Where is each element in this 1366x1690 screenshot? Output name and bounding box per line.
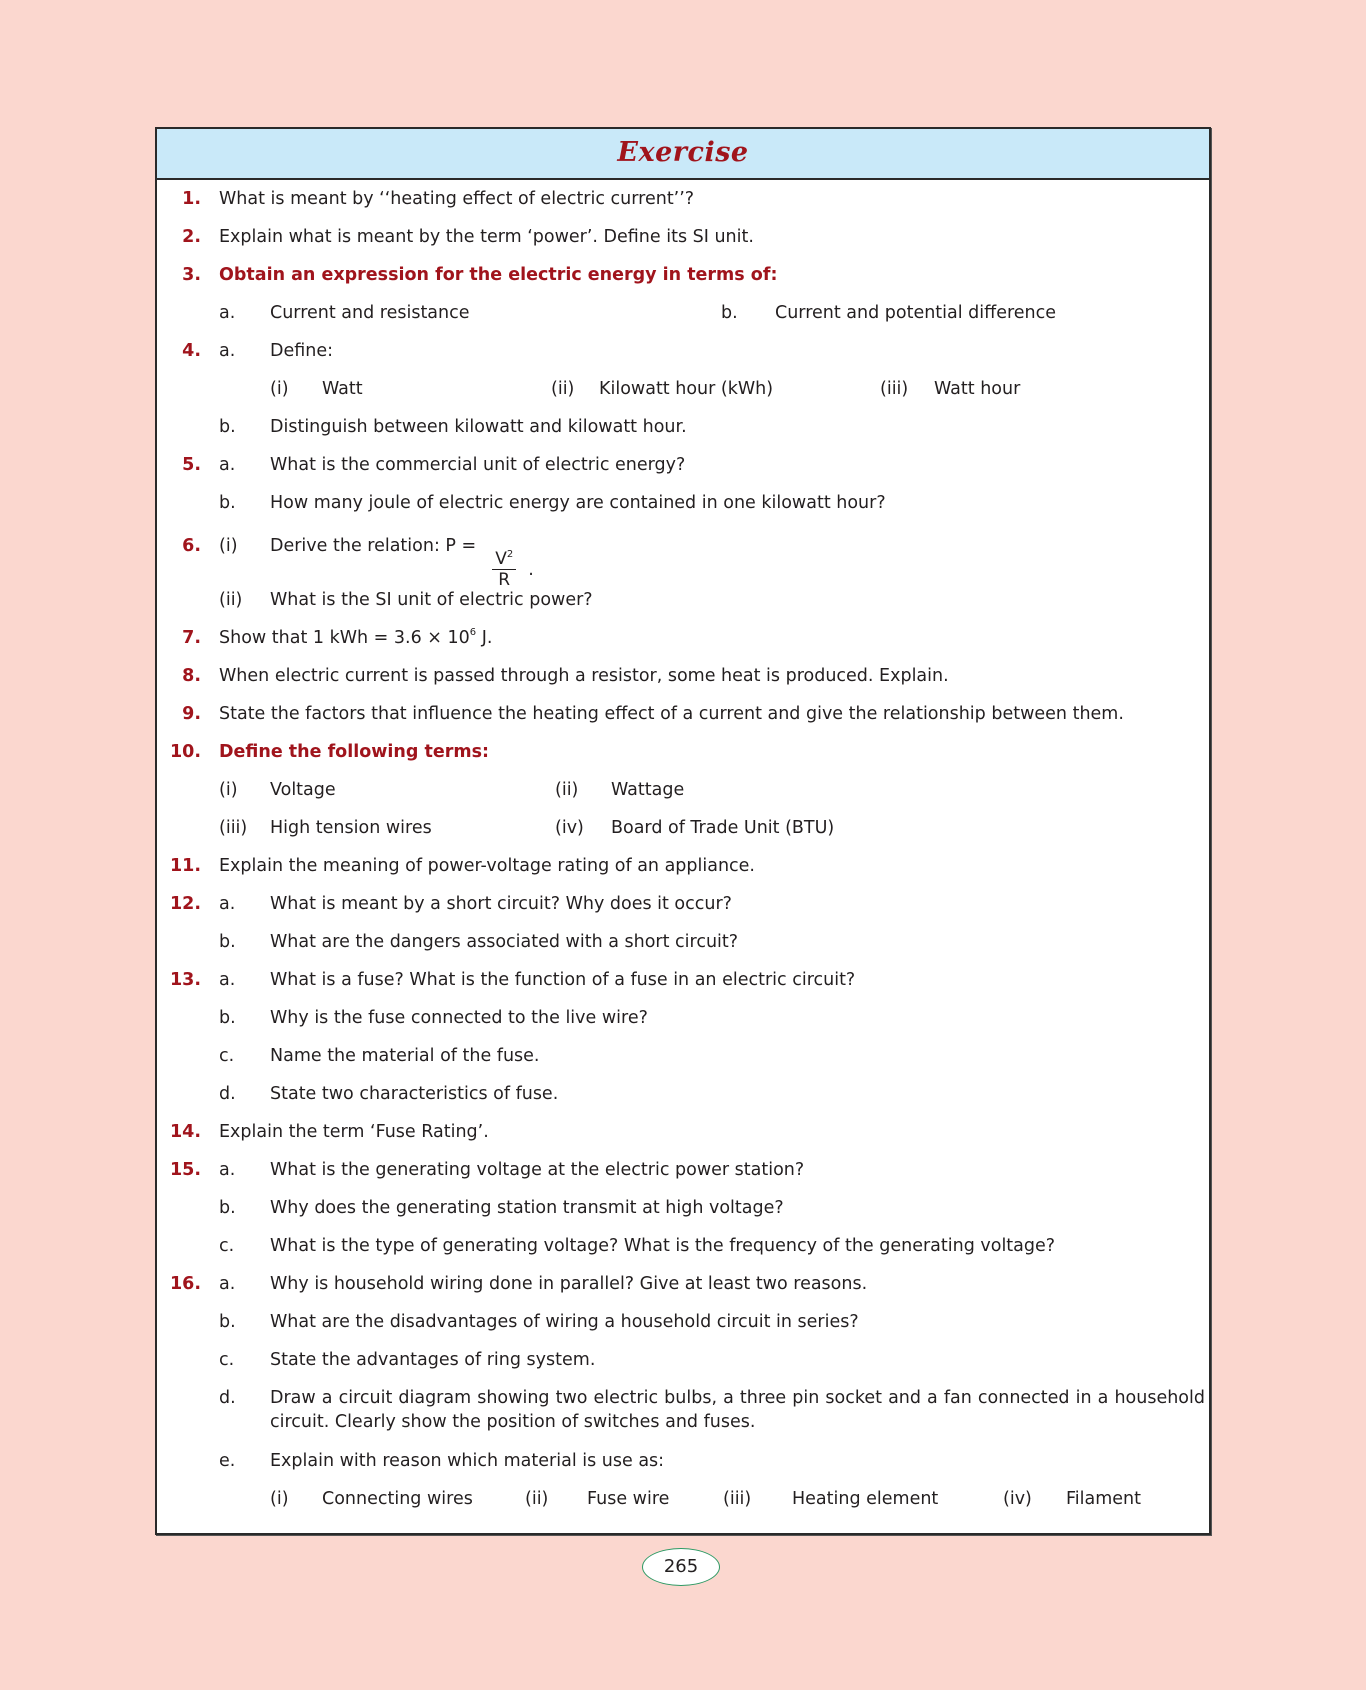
item-text — [219, 733, 489, 771]
item-text-content: Name the material of the fuse. — [270, 1046, 540, 1066]
item-text — [270, 408, 687, 446]
question-row — [157, 657, 1209, 695]
question-row — [157, 1442, 1209, 1480]
question-number: 13. — [169, 970, 201, 990]
question-number: 1. — [182, 189, 201, 209]
item-text — [270, 581, 593, 619]
item-text-content: Wattage — [611, 780, 685, 800]
item-text — [270, 1265, 867, 1303]
item-text-content: Voltage — [270, 780, 336, 800]
question-row — [157, 733, 1209, 771]
question-number: 10. — [169, 742, 201, 762]
item-text-content: Current and resistance — [270, 303, 470, 323]
question-row — [157, 847, 1209, 885]
item-text-content: Why is household wiring done in parallel? Give at least two reasons. — [270, 1274, 868, 1294]
item-text-content: Obtain an expression for the electric energy in terms of: — [219, 265, 778, 285]
item-label: b. — [219, 417, 236, 437]
item-label: d. — [219, 1388, 236, 1408]
question-number: 16. — [169, 1274, 201, 1294]
item-text-content: What is the generating voltage at the electric power station? — [270, 1160, 805, 1180]
item-label: a. — [219, 1274, 236, 1294]
item-text — [322, 1480, 473, 1518]
item-label: b. — [219, 1312, 236, 1332]
item-text — [270, 809, 432, 847]
item-text — [611, 771, 684, 809]
item-label: e. — [219, 1451, 236, 1471]
item-label: b. — [721, 303, 738, 323]
item-label: a. — [219, 303, 236, 323]
question-number: 8. — [182, 666, 201, 686]
question-row — [157, 408, 1209, 446]
question-number: 14. — [169, 1122, 201, 1142]
item-text — [219, 1113, 489, 1151]
question-row — [157, 180, 1209, 218]
fraction-numerator — [492, 549, 516, 570]
question-number: 5. — [182, 455, 201, 475]
item-text-content: What are the dangers associated with a short circuit? — [270, 932, 739, 952]
item-text — [219, 218, 754, 256]
item-text-content: Why does the generating station transmit at high voltage? — [270, 1198, 784, 1218]
item-label: c. — [219, 1046, 235, 1066]
question-row — [157, 256, 1209, 294]
text-tail: J. — [476, 628, 493, 648]
item-label: a. — [219, 455, 236, 475]
item-text — [270, 1037, 540, 1075]
item-text — [270, 1303, 859, 1341]
question-row — [157, 619, 1209, 657]
item-text-content: Show that 1 kWh = 3.6 × 10 — [219, 628, 470, 648]
question-number: 6. — [182, 536, 201, 556]
item-label: a. — [219, 341, 236, 361]
question-row — [157, 1151, 1209, 1189]
item-label: a. — [219, 970, 236, 990]
question-number: 9. — [182, 704, 201, 724]
item-text — [219, 180, 694, 218]
item-text-content: Explain what is meant by the term ‘power’. Define its SI unit. — [219, 227, 754, 247]
item-label: c. — [219, 1236, 235, 1256]
item-label: (iv) — [555, 818, 584, 838]
item-text-content: Why is the fuse connected to the live wire? — [270, 1008, 648, 1028]
question-number: 15. — [169, 1160, 201, 1180]
question-row — [157, 1037, 1209, 1075]
item-text-content: Connecting wires — [322, 1489, 473, 1509]
item-text — [270, 1227, 1055, 1265]
item-text — [270, 332, 333, 370]
question-number: 11. — [169, 856, 201, 876]
question-row — [157, 218, 1209, 256]
item-text — [270, 1386, 1205, 1434]
item-text-content: What is meant by ‘‘heating effect of electric current’’? — [219, 189, 695, 209]
question-row — [157, 1341, 1209, 1379]
exercise-title: Exercise — [617, 137, 749, 168]
item-label: a. — [219, 1160, 236, 1180]
question-row — [157, 961, 1209, 999]
question-row — [157, 695, 1209, 733]
question-number: 4. — [182, 341, 201, 361]
item-text — [270, 1075, 558, 1113]
question-row — [157, 885, 1209, 923]
item-text — [775, 294, 1056, 332]
question-row — [157, 527, 1209, 590]
question-row — [157, 771, 1209, 809]
item-text-content: What is a fuse? What is the function of a fuse in an electric circuit? — [270, 970, 856, 990]
item-label: (ii) — [525, 1489, 549, 1509]
item-text — [270, 1189, 784, 1227]
question-row — [157, 1480, 1209, 1518]
question-number: 12. — [169, 894, 201, 914]
item-text-content: What is the type of generating voltage? What is the frequency of the generating voltage? — [270, 1236, 1056, 1256]
item-text-content: High tension wires — [270, 818, 432, 838]
item-text-content: Filament — [1066, 1489, 1142, 1509]
item-text-content: State the advantages of ring system. — [270, 1350, 596, 1370]
item-text-content: State the factors that influence the heating effect of a current and give the relationship between them. — [219, 704, 1124, 724]
item-label: a. — [219, 894, 236, 914]
item-label: (iii) — [723, 1489, 752, 1509]
item-text — [792, 1480, 938, 1518]
question-row — [157, 1227, 1209, 1265]
item-text-content: What is the SI unit of electric power? — [270, 590, 593, 610]
numerator-exponent: 2 — [506, 549, 514, 560]
question-row — [157, 484, 1209, 522]
item-text-content: Fuse wire — [587, 1489, 670, 1509]
item-label: (i) — [270, 1489, 289, 1509]
question-list — [157, 180, 1209, 1518]
question-row — [157, 999, 1209, 1037]
item-label: (i) — [270, 379, 289, 399]
item-label: c. — [219, 1350, 235, 1370]
question-row — [157, 1379, 1209, 1442]
page-number: 265 — [642, 1548, 720, 1586]
question-row — [157, 1265, 1209, 1303]
equation-tail: . — [528, 560, 534, 580]
question-row — [157, 1113, 1209, 1151]
item-text-content: Draw a circuit diagram showing two electric bulbs, a three pin socket and a fan connected in a household circuit. Clearly show the position of switches and fuses. — [270, 1388, 1205, 1432]
item-text — [587, 1480, 669, 1518]
item-text-content: Heating element — [792, 1489, 939, 1509]
item-text — [270, 527, 546, 590]
item-text — [934, 370, 1020, 408]
item-text — [270, 923, 738, 961]
item-label: b. — [219, 1008, 236, 1028]
item-label: (i) — [219, 536, 238, 556]
item-text-content: Explain the meaning of power-voltage rating of an appliance. — [219, 856, 755, 876]
item-label: (iv) — [1003, 1489, 1032, 1509]
item-text-content: What is the commercial unit of electric energy? — [270, 455, 686, 475]
item-text — [219, 256, 777, 294]
item-text-content: Board of Trade Unit (BTU) — [611, 818, 835, 838]
item-text-content: What is meant by a short circuit? Why does it occur? — [270, 894, 732, 914]
question-row — [157, 446, 1209, 484]
item-text-content: When electric current is passed through a resistor, some heat is produced. Explain. — [219, 666, 949, 686]
exercise-header — [157, 129, 1209, 180]
question-row — [157, 370, 1209, 408]
fraction-denominator: R — [498, 570, 511, 590]
item-text — [270, 446, 685, 484]
item-text-content: Explain with reason which material is use as: — [270, 1451, 665, 1471]
item-text — [270, 484, 886, 522]
item-text-content: What are the disadvantages of wiring a household circuit in series? — [270, 1312, 859, 1332]
item-label: (ii) — [555, 780, 579, 800]
item-text — [270, 1341, 595, 1379]
item-text — [270, 294, 470, 332]
item-text — [270, 885, 732, 923]
item-label: b. — [219, 1198, 236, 1218]
item-label: (ii) — [551, 379, 575, 399]
item-text-content: Watt — [322, 379, 363, 399]
item-text-content: Watt hour — [934, 379, 1021, 399]
item-text-content: Current and potential difference — [775, 303, 1057, 323]
item-label: (i) — [219, 780, 238, 800]
question-row — [157, 581, 1209, 619]
item-text-content: State two characteristics of fuse. — [270, 1084, 559, 1104]
item-text — [599, 370, 773, 408]
item-label: d. — [219, 1084, 236, 1104]
item-text-content: Define: — [270, 341, 334, 361]
item-text-content: Explain the term ‘Fuse Rating’. — [219, 1122, 489, 1142]
item-text-content: Distinguish between kilowatt and kilowatt hour. — [270, 417, 687, 437]
item-text — [219, 695, 1124, 733]
item-text — [219, 619, 492, 657]
item-text — [611, 809, 834, 847]
item-label: (iii) — [880, 379, 909, 399]
question-row — [157, 923, 1209, 961]
question-row — [157, 332, 1209, 370]
item-text — [270, 999, 648, 1037]
item-text-content: Kilowatt hour (kWh) — [599, 379, 774, 399]
question-number: 2. — [182, 227, 201, 247]
question-row — [157, 294, 1209, 332]
item-label: (iii) — [219, 818, 248, 838]
question-number: 3. — [182, 265, 201, 285]
item-text — [270, 1442, 664, 1480]
item-text — [219, 847, 755, 885]
question-row — [157, 809, 1209, 847]
item-text — [270, 961, 855, 999]
exponent: 6 — [469, 627, 477, 638]
item-text-content: Derive the relation: P = — [270, 536, 477, 556]
question-row — [157, 1075, 1209, 1113]
item-text — [270, 1151, 804, 1189]
item-text-content: Define the following terms: — [219, 742, 489, 762]
item-label: (ii) — [219, 590, 243, 610]
numerator-base: V — [495, 549, 507, 569]
exercise-box — [155, 127, 1211, 1535]
question-row — [157, 1189, 1209, 1227]
item-text — [322, 370, 363, 408]
item-label: b. — [219, 493, 236, 513]
item-label: b. — [219, 932, 236, 952]
item-text — [219, 657, 949, 695]
question-row — [157, 1303, 1209, 1341]
item-text — [1066, 1480, 1141, 1518]
item-text — [270, 771, 336, 809]
question-number: 7. — [182, 628, 201, 648]
item-text-content: How many joule of electric energy are contained in one kilowatt hour? — [270, 493, 886, 513]
